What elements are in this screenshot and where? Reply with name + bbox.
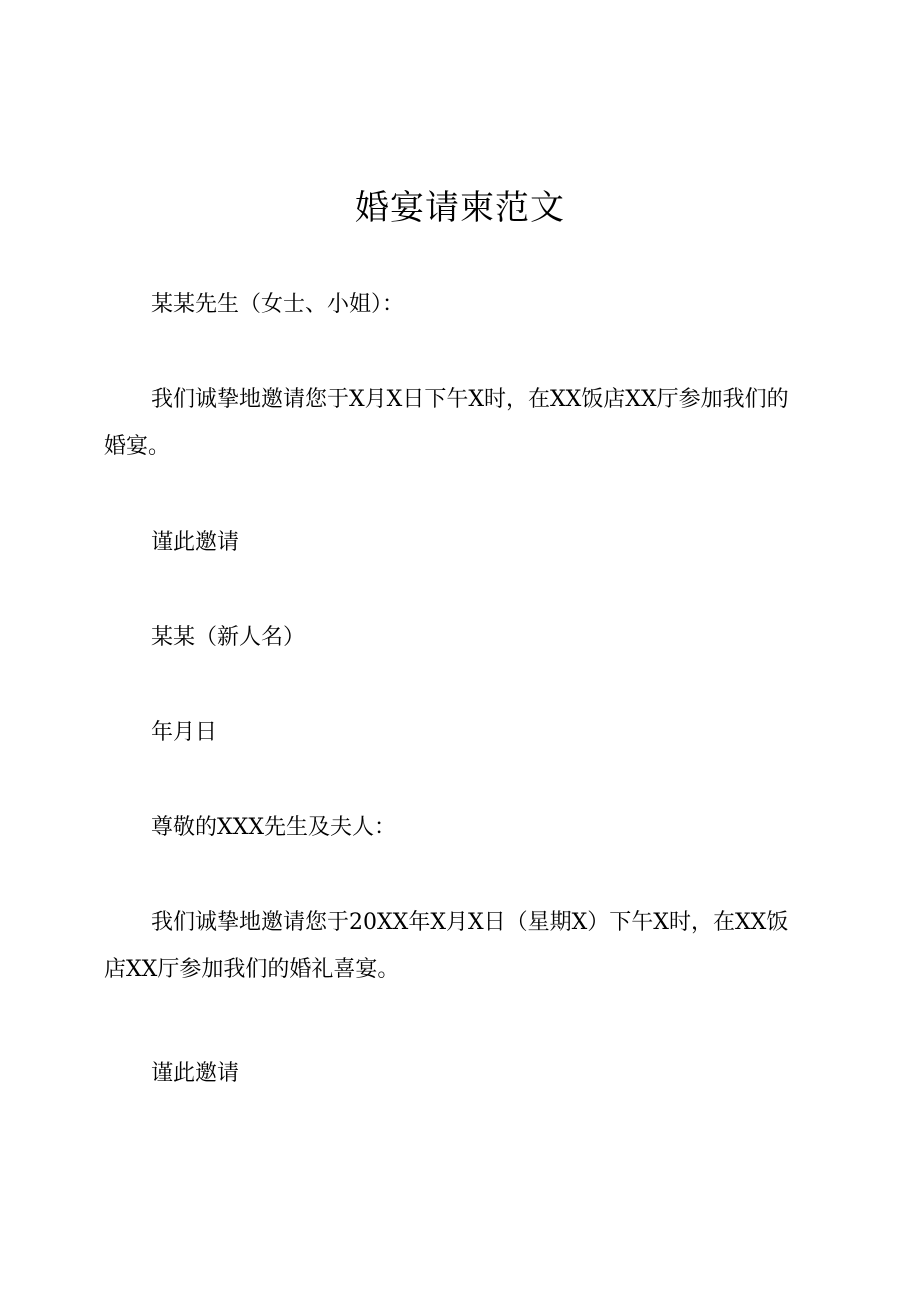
invitation-body-2: 我们诚挚地邀请您于20XX年X月X日（星期X）下午X时，在XX饭店XX厅参加我们的婚礼喜宴。 [104,910,789,982]
closing-2: 谨此邀请 [151,1061,240,1086]
document-title: 婚宴请柬范文 [355,188,565,228]
signature-date: 年月日 [151,720,218,745]
salutation-2: 尊敬的XXX先生及夫人： [151,815,396,840]
invitation-body-1: 我们诚挚地邀请您于X月X日下午X时，在XX饭店XX厅参加我们的婚宴。 [104,387,789,459]
signature-name: 某某（新人名） [151,625,306,650]
closing-1: 谨此邀请 [151,530,240,555]
salutation-1: 某某先生（女士、小姐）： [151,292,405,317]
